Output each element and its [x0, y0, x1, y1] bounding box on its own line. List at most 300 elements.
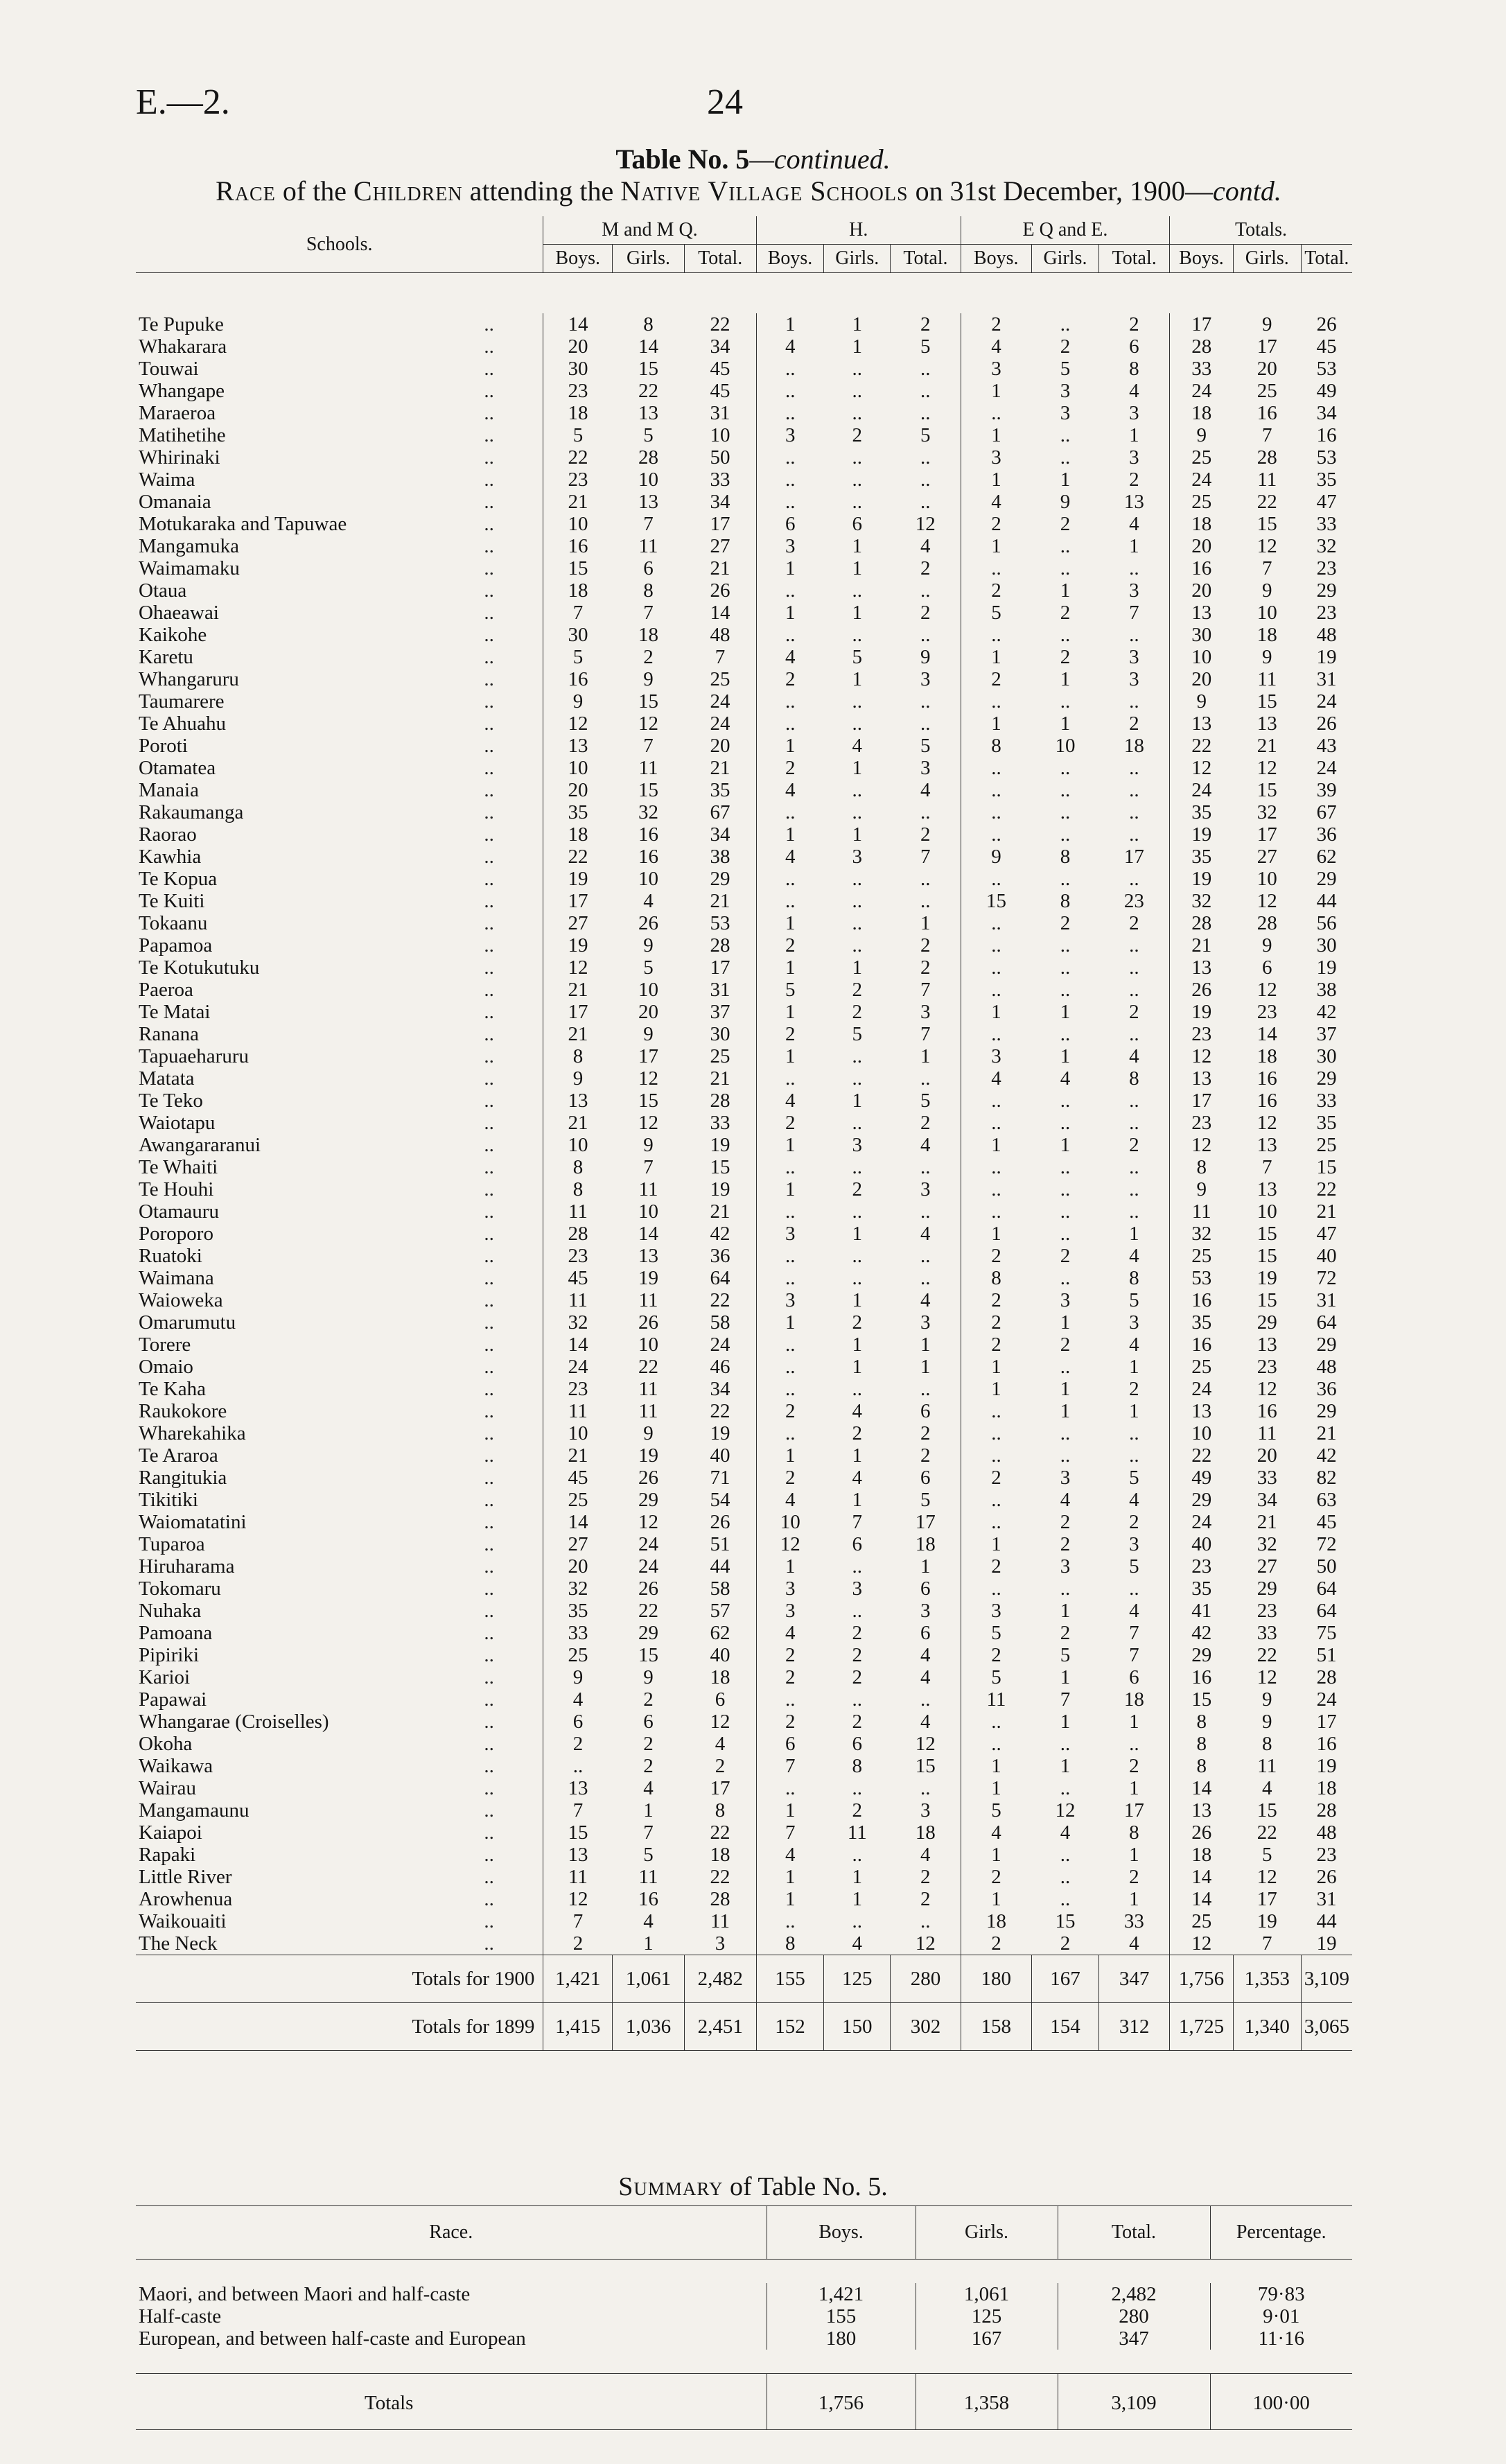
- table-cell: 15: [638, 358, 658, 380]
- table-cell: 12: [915, 1932, 936, 1955]
- table-cell: 11: [638, 1289, 658, 1311]
- table-cell: 15: [1170, 1688, 1234, 1711]
- totals-cell: 2,451: [684, 2003, 756, 2051]
- table-cell: 12: [1055, 1799, 1076, 1821]
- spacer-cell: [136, 273, 1352, 314]
- table-cell: 7: [715, 646, 726, 668]
- table-cell: 12: [1170, 757, 1234, 779]
- table-cell: 18: [961, 1910, 1031, 1932]
- table-cell: 13: [1257, 713, 1277, 735]
- school-name: Te Kuiti: [139, 890, 205, 912]
- table-row: [136, 1422, 1352, 1444]
- table-cell: 4: [920, 1223, 931, 1245]
- table-cell: 26: [1316, 313, 1337, 335]
- leader-dots: ..: [484, 690, 494, 713]
- table-cell: 21: [543, 979, 613, 1001]
- table-cell: 3: [920, 668, 931, 690]
- table-cell: 1: [756, 1866, 824, 1888]
- table-cell: 26: [1170, 1821, 1234, 1844]
- table-cell: 48: [1316, 1356, 1337, 1378]
- table-row: [136, 1777, 1352, 1799]
- table-cell: 23: [1257, 1356, 1277, 1378]
- table-cell: 10: [543, 1134, 613, 1156]
- table-cell: ..: [1060, 1578, 1071, 1600]
- table-row: [136, 335, 1352, 358]
- table-cell: ..: [961, 934, 1031, 956]
- table-cell: 33: [543, 1622, 613, 1644]
- school-name: Te Kotukutuku: [139, 956, 260, 979]
- table-cell: 18: [1257, 1045, 1277, 1067]
- table-cell: 4: [643, 1910, 654, 1932]
- table-cell: 2: [920, 1444, 931, 1467]
- table-cell: 13: [1170, 956, 1234, 979]
- table-cell: ..: [852, 713, 862, 735]
- table-cell: ..: [1060, 868, 1071, 890]
- table-cell: 5: [1129, 1467, 1139, 1489]
- table-cell: 27: [543, 1533, 613, 1555]
- table-cell: 1: [1060, 1378, 1071, 1400]
- table-cell: ..: [1060, 1178, 1071, 1200]
- summary-cell: 180: [767, 2327, 916, 2350]
- table-cell: 18: [915, 1533, 936, 1555]
- table-cell: ..: [920, 1156, 931, 1178]
- table-cell: 30: [710, 1023, 730, 1045]
- table-cell: 1: [920, 1555, 931, 1578]
- table-row: [136, 1067, 1352, 1090]
- table-cell: 18: [638, 624, 658, 646]
- table-cell: ..: [920, 402, 931, 424]
- school-name: Karetu: [139, 646, 193, 668]
- table-cell: 44: [1316, 890, 1337, 912]
- table-cell: 2: [1129, 912, 1139, 934]
- leader-dots: ..: [484, 1156, 494, 1178]
- table-row: [136, 1600, 1352, 1622]
- table-row: [136, 446, 1352, 469]
- table-cell: 20: [1170, 535, 1234, 557]
- table-cell: 21: [1170, 934, 1234, 956]
- table-cell: ..: [920, 1777, 931, 1799]
- table-cell: ..: [1060, 979, 1071, 1001]
- table-cell: ..: [852, 1112, 862, 1134]
- table-cell: 20: [543, 779, 613, 801]
- group-header: M and M Q.: [543, 216, 756, 245]
- table-cell: 5: [961, 1622, 1031, 1644]
- table-cell: 12: [1257, 1378, 1277, 1400]
- leader-dots: ..: [484, 1112, 494, 1134]
- table-cell: 2: [1060, 513, 1071, 535]
- table-cell: 3: [1129, 1311, 1139, 1334]
- table-cell: 3: [1129, 668, 1139, 690]
- table-cell: 28: [1257, 912, 1277, 934]
- table-cell: ..: [852, 1378, 862, 1400]
- table-cell: 24: [1170, 1378, 1234, 1400]
- table-cell: 4: [1060, 1067, 1071, 1090]
- table-cell: 11: [1257, 1755, 1277, 1777]
- table-cell: 18: [710, 1844, 730, 1866]
- table-cell: 2: [961, 1866, 1031, 1888]
- table-cell: 11: [638, 1178, 658, 1200]
- table-cell: 35: [1170, 1578, 1234, 1600]
- table-cell: ..: [961, 1422, 1031, 1444]
- table-cell: 2: [961, 1311, 1031, 1334]
- table-cell: 1: [1060, 1600, 1071, 1622]
- totals-cell: 1,340: [1233, 2003, 1301, 2051]
- school-name: Nuhaka: [139, 1600, 202, 1622]
- table-cell: 17: [638, 1045, 658, 1067]
- table-cell: 33: [710, 469, 730, 491]
- table-cell: 23: [1170, 1023, 1234, 1045]
- table-cell: 45: [1316, 1511, 1337, 1533]
- table-cell: ..: [961, 1578, 1031, 1600]
- leader-dots: ..: [484, 491, 494, 513]
- table-cell: 5: [961, 1799, 1031, 1821]
- table-cell: 38: [1316, 979, 1337, 1001]
- totals-cell: 302: [891, 2003, 961, 2051]
- table-cell: 24: [1170, 380, 1234, 402]
- sub-header: Girls.: [613, 245, 685, 273]
- table-cell: 2: [961, 1334, 1031, 1356]
- table-cell: ..: [756, 1688, 824, 1711]
- totals-cell: 150: [824, 2003, 891, 2051]
- totals-row: [136, 2003, 1352, 2051]
- table-cell: 28: [710, 934, 730, 956]
- summary-cell: 167: [916, 2327, 1058, 2350]
- leader-dots: ..: [484, 1067, 494, 1090]
- table-cell: 3: [920, 1799, 931, 1821]
- table-cell: 3: [1129, 402, 1139, 424]
- leader-dots: ..: [484, 1023, 494, 1045]
- table-cell: ..: [1060, 1888, 1071, 1910]
- table-cell: 23: [1257, 1600, 1277, 1622]
- table-cell: 4: [1129, 380, 1139, 402]
- table-cell: 26: [638, 1467, 658, 1489]
- table-cell: 1: [852, 1489, 862, 1511]
- table-cell: ..: [852, 1555, 862, 1578]
- table-cell: 29: [1316, 1400, 1337, 1422]
- table-cell: 32: [543, 1311, 613, 1334]
- table-cell: 19: [638, 1444, 658, 1467]
- table-cell: ..: [920, 446, 931, 469]
- table-cell: 4: [920, 1644, 931, 1666]
- table-cell: 2: [920, 602, 931, 624]
- table-title-continued: —continued.: [749, 143, 891, 175]
- table-cell: 1: [756, 1311, 824, 1334]
- table-cell: 42: [710, 1223, 730, 1245]
- table-cell: 3: [852, 1134, 862, 1156]
- table-cell: 44: [1316, 1910, 1337, 1932]
- table-cell: 15: [638, 779, 658, 801]
- table-cell: ..: [1129, 1090, 1139, 1112]
- table-cell: ..: [1129, 779, 1139, 801]
- table-cell: ..: [961, 690, 1031, 713]
- table-cell: 23: [1123, 890, 1144, 912]
- table-cell: ..: [756, 1378, 824, 1400]
- school-name: Ranana: [139, 1023, 199, 1045]
- table-cell: ..: [1060, 1844, 1071, 1866]
- table-cell: 53: [1316, 358, 1337, 380]
- table-cell: 2: [961, 668, 1031, 690]
- school-name: Waiomatatini: [139, 1511, 247, 1533]
- table-cell: 18: [543, 402, 613, 424]
- table-cell: 23: [1170, 1112, 1234, 1134]
- table-cell: 5: [920, 735, 931, 757]
- table-cell: 71: [710, 1467, 730, 1489]
- sub-header: Total.: [684, 245, 756, 273]
- table-cell: 15: [1257, 1223, 1277, 1245]
- summary-header: Boys.: [767, 2206, 916, 2260]
- table-cell: 2: [1129, 1755, 1139, 1777]
- table-cell: 8: [643, 579, 654, 602]
- table-cell: 72: [1316, 1267, 1337, 1289]
- table-cell: 15: [1316, 1156, 1337, 1178]
- table-cell: 11: [543, 1400, 613, 1422]
- table-row: [136, 1444, 1352, 1467]
- table-cell: 35: [710, 779, 730, 801]
- table-cell: 20: [1170, 668, 1234, 690]
- table-cell: 19: [1170, 868, 1234, 890]
- table-cell: 17: [1170, 313, 1234, 335]
- table-cell: ..: [1060, 1156, 1071, 1178]
- leader-dots: ..: [484, 890, 494, 912]
- table-row: [136, 358, 1352, 380]
- table-cell: ..: [961, 1200, 1031, 1223]
- leader-dots: ..: [484, 1489, 494, 1511]
- table-cell: 1: [1060, 668, 1071, 690]
- summary-total-row: [136, 2374, 1352, 2430]
- table-cell: 5: [643, 1844, 654, 1866]
- table-cell: ..: [852, 912, 862, 934]
- totals-label: Totals for 1900: [136, 1955, 543, 2003]
- summary-cell: 347: [1058, 2327, 1210, 2350]
- table-cell: 14: [1170, 1888, 1234, 1910]
- table-cell: 1: [852, 602, 862, 624]
- table-row: [136, 1311, 1352, 1334]
- table-cell: 17: [915, 1511, 936, 1533]
- totals-cell: 158: [961, 2003, 1031, 2051]
- table-row: [136, 1289, 1352, 1311]
- table-cell: 1: [852, 823, 862, 846]
- table-cell: 24: [1316, 757, 1337, 779]
- table-cell: 1: [961, 1755, 1031, 1777]
- table-cell: 50: [1316, 1555, 1337, 1578]
- table-cell: 3: [961, 1600, 1031, 1622]
- table-cell: 3: [920, 1311, 931, 1334]
- table-cell: 35: [1170, 801, 1234, 823]
- table-cell: 3: [920, 1001, 931, 1023]
- table-cell: 2: [920, 823, 931, 846]
- table-cell: 7: [920, 1023, 931, 1045]
- table-cell: 1: [852, 1866, 862, 1888]
- table-cell: 1: [1060, 713, 1071, 735]
- school-name: Okoha: [139, 1733, 193, 1755]
- table-row: [136, 1045, 1352, 1067]
- table-cell: ..: [961, 801, 1031, 823]
- table-cell: 8: [1170, 1711, 1234, 1733]
- table-cell: 23: [1170, 1555, 1234, 1578]
- table-cell: 3: [961, 446, 1031, 469]
- leader-dots: ..: [484, 424, 494, 446]
- table-cell: 9: [1262, 934, 1272, 956]
- table-cell: 34: [1316, 402, 1337, 424]
- table-cell: 18: [1123, 735, 1144, 757]
- table-cell: 19: [1257, 1267, 1277, 1289]
- leader-dots: ..: [484, 1932, 494, 1955]
- table-cell: 2: [852, 1422, 862, 1444]
- table-cell: 5: [543, 424, 613, 446]
- table-cell: ..: [1129, 1422, 1139, 1444]
- table-cell: 45: [543, 1267, 613, 1289]
- totals-row: [136, 1955, 1352, 2003]
- table-cell: 5: [1129, 1289, 1139, 1311]
- table-cell: 11: [638, 1400, 658, 1422]
- school-name: Te Araroa: [139, 1444, 218, 1467]
- table-cell: 16: [638, 1888, 658, 1910]
- subtitle-part: Race: [216, 175, 276, 207]
- school-name: Taumarere: [139, 690, 225, 713]
- table-cell: 2: [1129, 469, 1139, 491]
- table-cell: 21: [710, 1067, 730, 1090]
- table-cell: 26: [1170, 979, 1234, 1001]
- summary-row: [136, 2283, 1352, 2305]
- table-cell: 1: [961, 1356, 1031, 1378]
- table-cell: 7: [1060, 1688, 1071, 1711]
- table-cell: 13: [638, 402, 658, 424]
- school-name: Waioweka: [139, 1289, 223, 1311]
- table-cell: 22: [638, 1356, 658, 1378]
- table-cell: 3: [756, 1289, 824, 1311]
- table-cell: 28: [543, 1223, 613, 1245]
- school-name: Matihetihe: [139, 424, 226, 446]
- table-cell: 9: [543, 1067, 613, 1090]
- table-row: [136, 1467, 1352, 1489]
- table-cell: 1: [1129, 1356, 1139, 1378]
- table-cell: 47: [1316, 1223, 1337, 1245]
- table-cell: 1: [756, 956, 824, 979]
- table-cell: 12: [638, 1067, 658, 1090]
- table-cell: 8: [1262, 1733, 1272, 1755]
- table-cell: 2: [1060, 1533, 1071, 1555]
- table-cell: 15: [638, 1090, 658, 1112]
- table-cell: 21: [1257, 735, 1277, 757]
- table-cell: 12: [543, 956, 613, 979]
- table-cell: 20: [1257, 358, 1277, 380]
- school-name: Kawhia: [139, 846, 202, 868]
- table-cell: 12: [1257, 979, 1277, 1001]
- table-row: [136, 779, 1352, 801]
- leader-dots: ..: [484, 1555, 494, 1578]
- school-name: Otaua: [139, 579, 187, 602]
- table-cell: 26: [710, 1511, 730, 1533]
- table-row: [136, 868, 1352, 890]
- table-cell: ..: [1060, 313, 1071, 335]
- table-cell: 25: [1170, 1910, 1234, 1932]
- table-cell: 14: [638, 335, 658, 358]
- table-cell: 18: [1257, 624, 1277, 646]
- table-cell: 18: [1170, 1844, 1234, 1866]
- table-cell: 28: [1316, 1799, 1337, 1821]
- race-label: Half-caste: [139, 2305, 222, 2327]
- table-cell: ..: [1129, 1200, 1139, 1223]
- table-cell: 5: [920, 424, 931, 446]
- table-row: [136, 1755, 1352, 1777]
- table-cell: 31: [710, 402, 730, 424]
- table-cell: 57: [710, 1600, 730, 1622]
- table-cell: 15: [1257, 1245, 1277, 1267]
- table-cell: 11: [1257, 668, 1277, 690]
- table-cell: ..: [756, 868, 824, 890]
- table-cell: 17: [543, 1001, 613, 1023]
- table-cell: 15: [1055, 1910, 1076, 1932]
- table-cell: 14: [1257, 1023, 1277, 1045]
- leader-dots: ..: [484, 934, 494, 956]
- table-cell: 1: [961, 1533, 1031, 1555]
- table-cell: 9: [643, 1023, 654, 1045]
- table-cell: 13: [1257, 1178, 1277, 1200]
- table-cell: 64: [1316, 1600, 1337, 1622]
- table-cell: 11: [638, 757, 658, 779]
- school-name: Rangitukia: [139, 1467, 227, 1489]
- table-cell: ..: [756, 1356, 824, 1378]
- summary-row: [136, 2305, 1352, 2327]
- subtitle-part: attending the: [469, 175, 614, 207]
- table-cell: 7: [643, 735, 654, 757]
- table-cell: 11: [1170, 1200, 1234, 1223]
- table-cell: 7: [920, 979, 931, 1001]
- school-name: Rapaki: [139, 1844, 196, 1866]
- totals-cell: 1,421: [543, 1955, 613, 2003]
- table-cell: 2: [1060, 1245, 1071, 1267]
- table-cell: 10: [1055, 735, 1076, 757]
- table-cell: 10: [1257, 602, 1277, 624]
- summary-cell: 9·01: [1210, 2305, 1352, 2327]
- table-cell: ..: [756, 402, 824, 424]
- table-cell: 9: [1262, 313, 1272, 335]
- summary-row: [136, 2327, 1352, 2350]
- table-cell: 21: [543, 1112, 613, 1134]
- subtitle-part: Native Village Schools: [620, 175, 909, 207]
- school-name: Poroti: [139, 735, 188, 757]
- table-cell: 2: [543, 1932, 613, 1955]
- totals-cell: 347: [1099, 1955, 1170, 2003]
- table-cell: 64: [1316, 1311, 1337, 1334]
- school-name: Motukaraka and Tapuwae: [139, 513, 347, 535]
- table-cell: 2: [920, 956, 931, 979]
- table-cell: 4: [920, 1666, 931, 1688]
- sub-header: Total.: [1301, 245, 1352, 273]
- table-cell: ..: [1129, 557, 1139, 579]
- table-cell: 13: [1170, 713, 1234, 735]
- table-cell: 8: [1170, 1733, 1234, 1755]
- table-cell: 6: [643, 1711, 654, 1733]
- table-cell: ..: [1060, 690, 1071, 713]
- table-cell: 2: [852, 424, 862, 446]
- table-cell: 5: [920, 1489, 931, 1511]
- table-cell: 4: [1060, 1821, 1071, 1844]
- table-row: [136, 934, 1352, 956]
- table-cell: 18: [1316, 1777, 1337, 1799]
- table-cell: 64: [710, 1267, 730, 1289]
- school-name: Rakaumanga: [139, 801, 244, 823]
- table-cell: ..: [852, 1600, 862, 1622]
- school-name: Hiruharama: [139, 1555, 235, 1578]
- table-cell: 2: [852, 1311, 862, 1334]
- subtitle-part: Children: [353, 175, 463, 207]
- totals-cell: 155: [756, 1955, 824, 2003]
- table-cell: ..: [1129, 690, 1139, 713]
- table-cell: 19: [543, 868, 613, 890]
- table-cell: 1: [961, 380, 1031, 402]
- table-cell: ..: [920, 713, 931, 735]
